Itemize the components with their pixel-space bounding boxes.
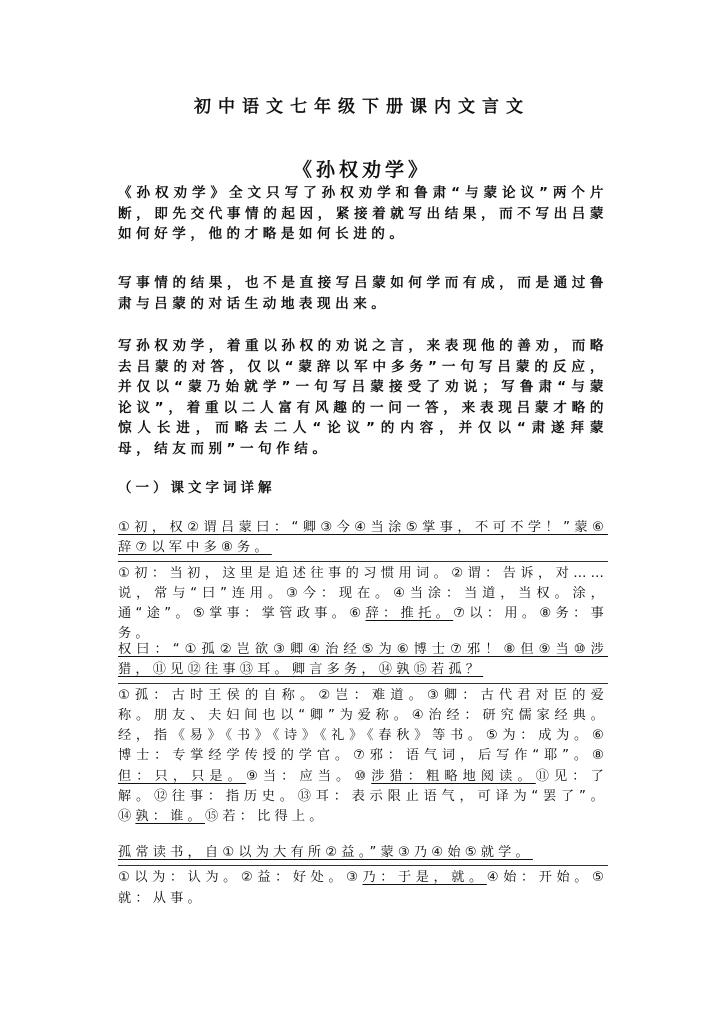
notes-2-key-1: 但：只，只是。 <box>118 768 246 784</box>
notes-2-key-3: 孰：谁。 <box>135 809 205 825</box>
notes-1 <box>118 564 608 645</box>
notes-1b: ⑦以：用。⑧务：事务。 <box>118 606 609 642</box>
notes-2 <box>118 686 608 828</box>
divider <box>118 683 608 684</box>
intro-paragraph-3 <box>118 336 608 459</box>
original-text-1: ①初，权②谓吕蒙曰：“卿③今④当涂⑤掌事，不可不学！”蒙⑥辞⑦以军中多⑧务。 <box>118 520 608 556</box>
notes-1-key: 辞：推托。 <box>365 606 454 622</box>
notes-2a: ①孤：古时王侯的自称。②岂：难道。③卿：古代君对臣的爱称。朋友、夫妇间也以“卿”为爱称。④治经：研究儒家经典。经，指《易》《书》《诗》《礼》《春秋》等书。⑤为：成为。⑥博士：专掌经学传授的学官。⑦邪：语气词，后写作“耶”。⑧ <box>118 687 608 764</box>
notes-3a: ①以为：认为。②益：好处。③ <box>118 870 363 886</box>
intro-text-2: 写事情的结果，也不是直接写吕蒙如何学而有成，而是通过鲁肃与吕蒙的对话生动地表现出来。 <box>118 275 608 312</box>
doc-title: 初中语文七年级下册课内文言文 <box>194 97 530 117</box>
original-text-3: 孤常读书，自①以为大有所②益。”蒙③乃④始⑤就学。 <box>118 845 533 860</box>
vocab-group-3 <box>118 843 608 909</box>
section-heading: （一）课文字词详解 <box>118 480 276 496</box>
intro-paragraph-2 <box>118 273 608 314</box>
divider <box>118 561 608 562</box>
doc-subtitle: 《孙权劝学》 <box>292 159 431 181</box>
divider <box>118 865 608 866</box>
vocab-group-2 <box>118 640 608 828</box>
notes-2b: ⑨当：应当。⑩ <box>245 768 372 784</box>
notes-3-key: 乃：于是，就。 <box>362 870 487 886</box>
notes-2-key-2: 涉猎：粗略地阅读。 <box>371 768 536 784</box>
intro-text-3: 写孙权劝学，着重以孙权的劝说之言，来表现他的善劝，而略去吕蒙的对答，仅以“蒙辞以军中多务”一句写吕蒙的反应，并仅以“蒙乃始就学”一句写吕蒙接受了劝说；写鲁肃“与蒙论议”，着重以二人富有风趣的一问一答，来表现吕蒙才略的惊人长进，而略去二人“论议”的内容，并仅以“肃遂拜蒙母，结友而别”一句作结。 <box>118 338 608 457</box>
notes-1a: ①初：当初，这里是追述往事的习惯用词。②谓：告诉，对……说，常与“曰”连用。③今：现在。④当涂：当道，当权。涂，通“途”。⑤掌事：掌管政事。⑥ <box>118 565 608 622</box>
notes-2c: ⑪见：了解。⑫往事：指历史。⑬耳：表示限止语气，可译为“罢了”。⑭ <box>118 768 608 825</box>
notes-3 <box>118 868 608 909</box>
intro-text-1: 《孙权劝学》全文只写了孙权劝学和鲁肃“与蒙论议”两个片断，即先交代事情的起因，紧接着就写出结果，而不写出吕蒙如何好学，他的才略是如何长进的。 <box>118 185 608 242</box>
notes-3b: ④始：开始。⑤就：从事。 <box>118 870 608 906</box>
vocab-group-1 <box>118 518 608 645</box>
notes-2d: ⑮若：比得上。 <box>204 809 327 825</box>
original-text-2: 权曰：“①孤②岂欲③卿④治经⑤为⑥博士⑦邪！⑧但⑨当⑩涉猎，⑪见⑫往事⑬耳。卿言多务，⑭孰⑮若孤？ <box>118 642 608 678</box>
intro-paragraph-1 <box>118 183 608 245</box>
